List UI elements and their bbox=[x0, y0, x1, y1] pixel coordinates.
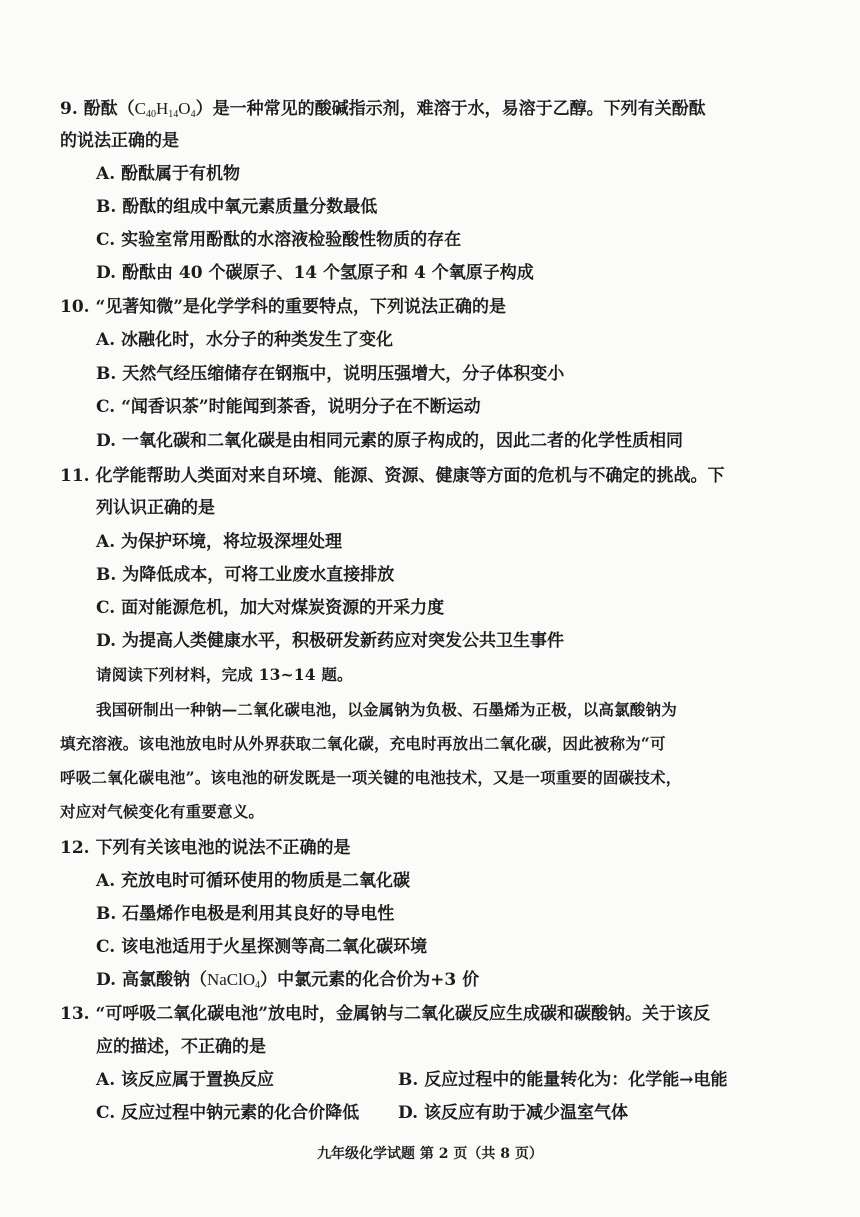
material-line-3: 呼吸二氧化碳电池”。该电池的研发既是一项关键的电池技术，又是一项重要的固碳技术， bbox=[60, 768, 682, 787]
q13-option-a: A. 该反应属于置换反应 bbox=[96, 1070, 275, 1090]
q13-option-b: B. 反应过程中的能量转化为：化学能→电能 bbox=[398, 1070, 728, 1090]
q13-option-d: D. 该反应有助于减少温室气体 bbox=[398, 1103, 628, 1123]
q12-option-a: A. 充放电时可循环使用的物质是二氧化碳 bbox=[96, 871, 411, 891]
question-10-stem: 10. “见著知微”是化学学科的重要特点，下列说法正确的是 bbox=[60, 297, 507, 317]
q9-option-c: C. 实验室常用酚酞的水溶液检验酸性物质的存在 bbox=[96, 230, 462, 250]
question-9-stem bbox=[60, 98, 706, 126]
q9-option-d: D. 酚酞由 40 个碳原子、14 个氢原子和 4 个氧原子构成 bbox=[96, 263, 534, 283]
q11-option-d: D. 为提高人类健康水平，积极研发新药应对突发公共卫生事件 bbox=[96, 631, 564, 651]
material-line-1: 我国研制出一种钠—二氧化碳电池，以金属钠为负极、石墨烯为正极，以高氯酸钠为 bbox=[96, 700, 677, 719]
q12-option-d: D. 高氯酸钠（NaClO$_4$）中氯元素的化合价为+3 价 bbox=[96, 970, 480, 991]
question-number: 9. bbox=[60, 99, 78, 119]
q11-option-b: B. 为降低成本，可将工业废水直接排放 bbox=[96, 565, 395, 585]
q12-option-b: B. 石墨烯作电极是利用其良好的导电性 bbox=[96, 904, 395, 924]
q10-option-b: B. 天然气经压缩储存在钢瓶中，说明压强增大，分子体积变小 bbox=[96, 364, 565, 384]
material-intro: 请阅读下列材料，完成 13~14 题。 bbox=[96, 665, 353, 684]
question-11-stem: 11. 化学能帮助人类面对来自环境、能源、资源、健康等方面的危机与不确定的挑战。下 bbox=[60, 466, 725, 486]
formula-c40h14o4: $C_{40}H_{14}O_4$ bbox=[134, 99, 196, 120]
q10-option-d: D. 一氧化碳和二氧化碳是由相同元素的原子构成的，因此二者的化学性质相同 bbox=[96, 431, 683, 451]
material-line-2: 填充溶液。该电池放电时从外界获取二氧化碳，充电时再放出二氧化碳，因此被称为“可 bbox=[60, 734, 666, 753]
question-13-stem: 13. “可呼吸二氧化碳电池”放电时，金属钠与二氧化碳反应生成碳和碳酸钠。关于该反 bbox=[60, 1004, 711, 1024]
stem-text: ）是一种常见的酸碱指示剂，难溶于水，易溶于乙醇。下列有关酚酞 bbox=[195, 99, 706, 119]
q10-option-a: A. 冰融化时，水分子的种类发生了变化 bbox=[96, 330, 394, 350]
question-11-stem-cont: 列认识正确的是 bbox=[96, 498, 215, 518]
question-12-stem: 12. 下列有关该电池的说法不正确的是 bbox=[60, 838, 351, 858]
material-line-4: 对应对气候变化有重要意义。 bbox=[60, 802, 265, 821]
formula-naclo4: NaClO$_4$ bbox=[206, 970, 261, 991]
q11-option-a: A. 为保护环境，将垃圾深埋处理 bbox=[96, 532, 343, 552]
q13-option-c: C. 反应过程中钠元素的化合价降低 bbox=[96, 1103, 360, 1123]
page-footer: 九年级化学试题 第 2 页（共 8 页） bbox=[317, 1146, 543, 1162]
q9-option-b: B. 酚酞的组成中氧元素质量分数最低 bbox=[96, 197, 378, 217]
q12-option-c: C. 该电池适用于火星探测等高二氧化碳环境 bbox=[96, 937, 428, 957]
q9-option-a: A. 酚酞属于有机物 bbox=[96, 164, 241, 184]
question-13-stem-cont: 应的描述，不正确的是 bbox=[96, 1037, 266, 1057]
stem-text: 酚酞（ bbox=[83, 99, 135, 119]
question-9-stem-cont: 的说法正确的是 bbox=[60, 131, 179, 151]
q10-option-c: C. “闻香识茶”时能闻到茶香，说明分子在不断运动 bbox=[96, 397, 481, 417]
q11-option-c: C. 面对能源危机，加大对煤炭资源的开采力度 bbox=[96, 598, 445, 618]
